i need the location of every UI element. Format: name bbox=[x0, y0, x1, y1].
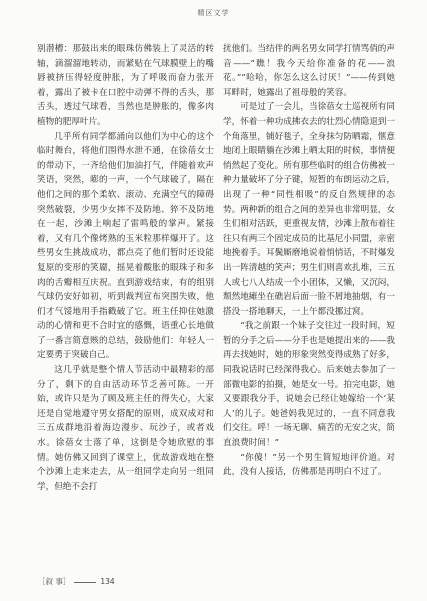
footer-rule bbox=[74, 582, 96, 583]
paragraph: 这几乎就是整个情人节活动中最精彩的部分了，剩下的自由活动环节乏善可陈。一开始，或许只是为了顾及班主任的得失心，大家还是自觉地遵守男女搭配的原则，成双成对和三五成群地沿着海边漫步、玩沙子，或者戏水。徐蓓女士落了单，这倒是令她欣慰的事情。她仿佛又回到了课堂上，优故游戏地在整个沙滩上走来走去，从一组同学走向另一组同学，但绝不会打 bbox=[37, 365, 214, 492]
page-footer bbox=[38, 576, 115, 587]
page-header: 精区文学 bbox=[197, 9, 230, 17]
paragraph: “你傻！”另一个男生简短地评价道。对此，没有人接话，仿佛那是再明白不过了。 bbox=[223, 452, 395, 478]
right-column bbox=[223, 42, 395, 480]
paragraph: 别潜槽：那鼓出来的眼珠仿佛装上了灵活的转轴，滴溜溜地转动，而紧贴在气球膜壁上的嘴唇被挤压得轻度肿胀，为了呼吸而奋力张开着，露出了被卡在口腔中动弹不得的舌头，那舌头，透过气球看，当然也是肿胀的，像多肉植物的肥厚叶片。 bbox=[37, 44, 214, 127]
paragraph: “我之前跟一个妹子交往过一段时间，短暂的分手之后——分手也是她提出来的——我再去找她时，她的形象突然变得成熟了好多，同我说话时已经深得我心。后来她去参加了一部微电影的拍摄，她是女一号。拍完电影，她又要跟我分手，说她会已经让她嫁给一个‘某人’的儿子。她爸妈我见过的，一直不同意我们交往。呼！一场无聊、痛苦的无安之灾，简直浪费时间！” bbox=[223, 321, 395, 449]
left-column bbox=[37, 42, 214, 494]
paragraph: 扰他们。当结伴的两名男女同学打情骂俏的声音——“瞧！我今天给你准备的花——浪花。”“哈哈，你怎么这么讨厌！”——传到她耳畔时，她露出了祖母般的笑容。 bbox=[223, 44, 395, 98]
paragraph: 可是过了一会儿，当徐蓓女士巡视所有同学，怀着一种功成拂衣去的壮烈心情隐退到一个角落里，铺好毯子，全身抹匀防晒霜，惬意地闭上眼睛躺在沙滩上晒太阳的时候，事情便悄然起了变化。所有那些临时的组合仿佛被一种力量破坏了分子键，短暂的布朗运动之后，出现了一种“同性相吸”的反自然规律的态势。两种新的组合之间的差异也非常明显，女生们相对活跃，更重视友情，沙滩上散布着往往只有两三个固定成员的比基尼小同盟，亲密地挽着手。耳鬓厮磨地说着悄悄话，不时爆发出一阵清越的笑声；男生们则喜欢扎堆，三五人或七八人结成一个小团体，又懒，又沉闷，颓然地瘫坐在礁岩后面一脸不屑地抽烟，有一搭没一搭地聊天，一上午都没挪过窝。 bbox=[223, 102, 395, 317]
page-number: 134 bbox=[100, 577, 115, 586]
paragraph: 几乎所有同学都涌向以他们为中心的这个临时舞台，将他们围得水泄不通，在徐蓓女士的带动下，一齐给他们加油打气，伴随着欢声笑语，突然，嘭的一声，一个气球破了，隔在他们之间的那个柔软、滚动、充满空气的障碍突然破裂，少男少女摔不及防地、猝不及防地在一起，沙滩上响起了雷鸣般的掌声。紧接着，又有几个像烤熟的玉米粒那样爆开了。这些男女生挑战成功，都点亮了他们暂时还设能复原的变形的笑靥，摇晃着酸胀的眼珠子和多肉的舌瓣相互庆祝。直到游戏结束，有的组别气球仍安好如初，听到裁判宣布突围失败，他们才气馁地用手指戳破了它。班主任抑住她激动的心情和更不合时宜的感慨，语重心长地做了一番言简意赅的总结，鼓励他们：年轻人一定要勇于突破自己。 bbox=[37, 131, 214, 361]
section-label: ［叙 事］ bbox=[38, 577, 71, 586]
